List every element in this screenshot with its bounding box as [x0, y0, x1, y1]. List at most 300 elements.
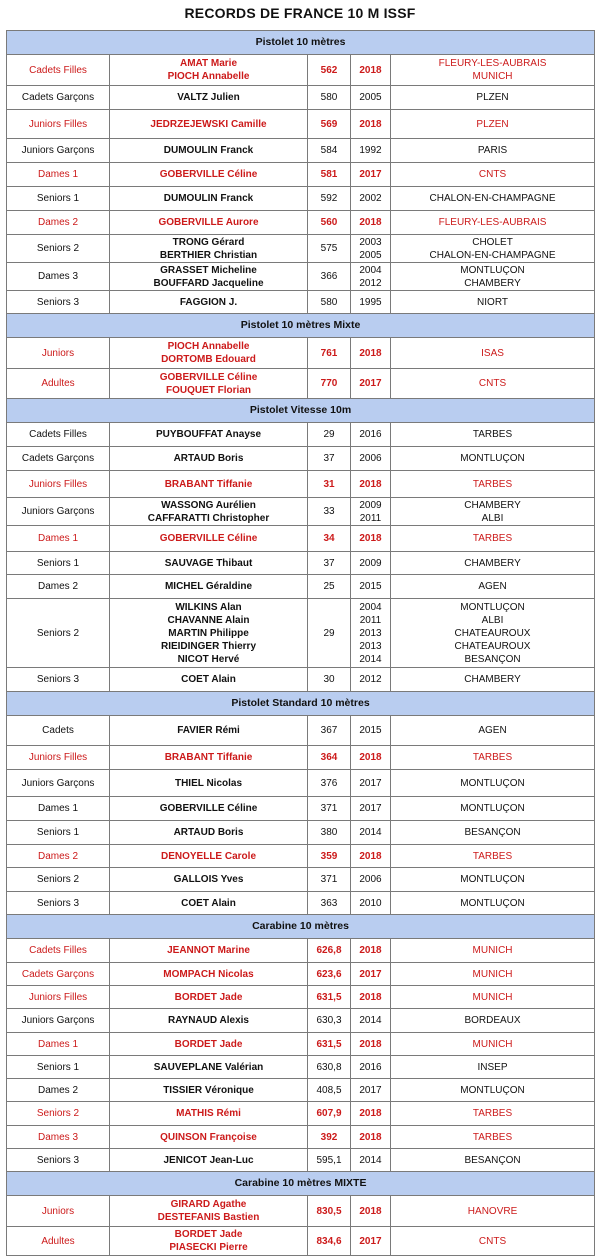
athlete-cell	[110, 1079, 308, 1102]
place-cell	[391, 599, 595, 668]
year-cell	[351, 526, 391, 552]
place-cell	[391, 86, 595, 110]
score-cell: 31	[308, 471, 351, 498]
year-cell-line: 2012	[359, 674, 382, 685]
section-title: Pistolet Standard 10 mètres	[7, 692, 595, 716]
place-cell	[391, 1009, 595, 1033]
place-cell-line: CHAMBERY	[464, 499, 521, 511]
place-cell-line: CHOLET	[472, 236, 513, 248]
athlete-cell	[110, 868, 308, 892]
year-cell	[351, 1033, 391, 1056]
year-cell-line: 2012	[359, 277, 382, 289]
score-cell: 761	[308, 338, 351, 369]
year-cell-line: 2017	[359, 1235, 382, 1247]
category-cell: Juniors Filles	[7, 471, 110, 498]
year-cell-line: 2004	[359, 601, 382, 613]
athlete-cell	[110, 110, 308, 139]
athlete-cell-line: BERTHIER Christian	[159, 249, 258, 261]
table-row	[7, 1196, 595, 1227]
year-cell	[351, 423, 391, 447]
year-cell-line: 2017	[359, 1084, 382, 1096]
athlete-cell-line: GOBERVILLE Aurore	[158, 217, 259, 228]
score-cell: 37	[308, 552, 351, 575]
place-cell	[391, 1196, 595, 1227]
athlete-cell	[110, 552, 308, 575]
athlete-cell-line: WASSONG Aurélien	[161, 499, 256, 511]
category-cell: Dames 1	[7, 797, 110, 821]
score-cell: 562	[308, 55, 351, 86]
year-cell	[351, 55, 391, 86]
place-cell-line: MONTLUÇON	[460, 1084, 525, 1096]
year-cell	[351, 892, 391, 915]
table-row	[7, 369, 595, 399]
year-cell-line: 2018	[359, 478, 382, 490]
place-cell-line: CNTS	[478, 169, 507, 180]
section-header	[7, 915, 595, 939]
athlete-cell	[110, 716, 308, 746]
year-cell	[351, 86, 391, 110]
athlete-cell	[110, 1126, 308, 1149]
year-cell-line: 2017	[359, 803, 382, 814]
athlete-cell-line: DORTOMB Edouard	[161, 354, 256, 365]
score-cell: 834,6	[308, 1227, 351, 1256]
year-cell-line: 2016	[359, 1061, 382, 1073]
year-cell	[351, 1079, 391, 1102]
athlete-cell	[110, 211, 308, 235]
table-row	[7, 471, 595, 498]
score-cell: 830,5	[308, 1196, 351, 1227]
place-cell-line: ISAS	[481, 347, 504, 359]
athlete-cell-line: CAFFARATTI Christopher	[147, 512, 270, 524]
year-cell-line: 2014	[359, 653, 382, 665]
place-cell-line: MONTLUÇON	[460, 453, 525, 464]
athlete-cell	[110, 668, 308, 692]
place-cell-line: CNTS	[478, 1235, 507, 1247]
athlete-cell	[110, 291, 308, 314]
place-cell-line: ALBI	[481, 614, 504, 626]
athlete-cell-line: TISSIER Véronique	[163, 1084, 254, 1096]
athlete-cell-line: TRONG Gérard	[172, 236, 245, 248]
year-cell-line: 2009	[359, 557, 382, 569]
place-cell	[391, 263, 595, 291]
athlete-cell	[110, 821, 308, 845]
score-cell: 34	[308, 526, 351, 552]
place-cell-line: HANOVRE	[467, 1205, 518, 1217]
athlete-cell-line: GOBERVILLE Céline	[159, 371, 258, 383]
category-cell: Cadets	[7, 716, 110, 746]
place-cell	[391, 746, 595, 770]
year-cell-line: 2018	[359, 1131, 382, 1143]
table-row	[7, 526, 595, 552]
year-cell	[351, 1102, 391, 1126]
score-cell: 560	[308, 211, 351, 235]
place-cell-line: MUNICH	[472, 991, 513, 1003]
place-cell	[391, 235, 595, 263]
score-cell: 359	[308, 845, 351, 868]
athlete-cell-line: JEDRZEJEWSKI Camille	[150, 118, 267, 130]
year-cell	[351, 575, 391, 599]
year-cell	[351, 716, 391, 746]
table-row	[7, 868, 595, 892]
year-cell-line: 2010	[359, 897, 382, 909]
place-cell	[391, 110, 595, 139]
page-title: RECORDS DE FRANCE 10 M ISSF	[184, 5, 416, 21]
year-cell-line: 2003	[359, 236, 382, 248]
athlete-cell-line: FOUQUET Florian	[166, 384, 251, 396]
score-cell: 630,8	[308, 1056, 351, 1079]
athlete-cell-line: GIRARD Agathe	[170, 1199, 247, 1210]
athlete-cell-line: QUINSON Françoise	[160, 1131, 257, 1143]
place-cell	[391, 575, 595, 599]
year-cell	[351, 471, 391, 498]
athlete-cell-line: ARTAUD Boris	[173, 453, 244, 464]
year-cell-line: 2014	[359, 827, 382, 838]
year-cell-line: 2018	[359, 1038, 382, 1050]
year-cell	[351, 338, 391, 369]
athlete-cell-line: PIOCH Annabelle	[167, 71, 250, 82]
section-title: Carabine 10 mètres MIXTE	[7, 1172, 595, 1196]
athlete-cell	[110, 1196, 308, 1227]
place-cell-line: PARIS	[477, 145, 508, 156]
place-cell-line: TARBES	[472, 752, 513, 763]
table-row	[7, 892, 595, 915]
year-cell-line: 1992	[359, 145, 382, 156]
score-cell: 29	[308, 599, 351, 668]
score-cell: 363	[308, 892, 351, 915]
section-title: Pistolet 10 mètres Mixte	[7, 314, 595, 338]
score-cell: 371	[308, 797, 351, 821]
table-row	[7, 235, 595, 263]
athlete-cell-line: NICOT Hervé	[177, 653, 240, 665]
score-cell: 376	[308, 770, 351, 797]
athlete-cell-line: DENOYELLE Carole	[160, 850, 257, 862]
score-cell: 392	[308, 1126, 351, 1149]
year-cell	[351, 797, 391, 821]
athlete-cell	[110, 1009, 308, 1033]
athlete-cell	[110, 471, 308, 498]
athlete-cell-line: PIASECKI Pierre	[169, 1242, 248, 1253]
athlete-cell-line: BOUFFARD Jacqueline	[153, 277, 264, 289]
table-row	[7, 498, 595, 526]
table-row	[7, 575, 595, 599]
table-row	[7, 770, 595, 797]
year-cell-line: 2018	[359, 118, 382, 130]
table-row	[7, 110, 595, 139]
table-row	[7, 1033, 595, 1056]
athlete-cell	[110, 770, 308, 797]
year-cell	[351, 1126, 391, 1149]
place-cell-line: MUNICH	[472, 71, 513, 82]
athlete-cell-line: GOBERVILLE Céline	[159, 169, 258, 180]
category-cell: Dames 1	[7, 1033, 110, 1056]
place-cell	[391, 1149, 595, 1172]
category-cell: Juniors Filles	[7, 746, 110, 770]
score-cell: 569	[308, 110, 351, 139]
year-cell	[351, 1149, 391, 1172]
year-cell-line: 2017	[359, 169, 382, 180]
athlete-cell-line: BORDET Jade	[174, 991, 243, 1003]
table-row	[7, 552, 595, 575]
athlete-cell	[110, 986, 308, 1009]
athlete-cell	[110, 187, 308, 211]
table-row	[7, 86, 595, 110]
year-cell-line: 2014	[359, 1154, 382, 1166]
category-cell: Seniors 2	[7, 599, 110, 668]
place-cell-line: TARBES	[472, 533, 513, 544]
score-cell: 33	[308, 498, 351, 526]
athlete-cell-line: GOBERVILLE Céline	[159, 803, 258, 814]
table-row	[7, 1102, 595, 1126]
year-cell	[351, 1009, 391, 1033]
section-header	[7, 1172, 595, 1196]
table-row	[7, 1056, 595, 1079]
category-cell: Dames 2	[7, 211, 110, 235]
year-cell	[351, 845, 391, 868]
athlete-cell-line: JENICOT Jean-Luc	[163, 1154, 254, 1166]
table-row	[7, 746, 595, 770]
place-cell	[391, 1033, 595, 1056]
score-cell: 366	[308, 263, 351, 291]
athlete-cell-line: DUMOULIN Franck	[163, 145, 254, 156]
year-cell-line: 2018	[359, 64, 382, 76]
category-cell: Juniors	[7, 1196, 110, 1227]
year-cell-line: 2018	[359, 752, 382, 763]
place-cell	[391, 187, 595, 211]
place-cell-line: TARBES	[472, 478, 513, 490]
place-cell	[391, 369, 595, 399]
category-cell: Seniors 3	[7, 892, 110, 915]
athlete-cell	[110, 338, 308, 369]
place-cell	[391, 939, 595, 963]
year-cell-line: 2017	[359, 777, 382, 789]
table-row	[7, 447, 595, 471]
year-cell-line: 2015	[359, 725, 382, 736]
place-cell	[391, 163, 595, 187]
athlete-cell-line: PUYBOUFFAT Anayse	[155, 429, 262, 440]
category-cell: Dames 1	[7, 163, 110, 187]
category-cell: Cadets Filles	[7, 939, 110, 963]
year-cell-line: 2017	[359, 968, 382, 980]
year-cell	[351, 868, 391, 892]
year-cell-line: 2011	[359, 512, 382, 524]
place-cell-line: ALBI	[481, 512, 504, 524]
score-cell: 770	[308, 369, 351, 399]
place-cell	[391, 845, 595, 868]
category-cell: Seniors 2	[7, 235, 110, 263]
year-cell-line: 2013	[359, 627, 382, 639]
athlete-cell-line: RAYNAUD Alexis	[168, 1015, 249, 1026]
place-cell-line: MONTLUÇON	[460, 803, 525, 814]
table-row	[7, 845, 595, 868]
athlete-cell-line: GALLOIS Yves	[173, 874, 244, 885]
year-cell-line: 2018	[359, 1205, 382, 1217]
year-cell	[351, 369, 391, 399]
section-header	[7, 31, 595, 55]
place-cell-line: BORDEAUX	[464, 1015, 521, 1026]
score-cell: 364	[308, 746, 351, 770]
athlete-cell	[110, 369, 308, 399]
athlete-cell-line: BRABANT Tiffanie	[164, 478, 253, 490]
place-cell-line: MONTLUÇON	[460, 874, 525, 885]
athlete-cell	[110, 423, 308, 447]
place-cell	[391, 770, 595, 797]
score-cell: 607,9	[308, 1102, 351, 1126]
section-title: Pistolet Vitesse 10m	[7, 399, 595, 423]
year-cell	[351, 963, 391, 986]
place-cell-line: BESANÇON	[464, 827, 521, 838]
table-row	[7, 338, 595, 369]
athlete-cell-line: JEANNOT Marine	[167, 945, 250, 956]
athlete-cell	[110, 575, 308, 599]
year-cell-line: 2006	[359, 874, 382, 885]
category-cell: Seniors 2	[7, 868, 110, 892]
place-cell-line: NIORT	[477, 296, 508, 308]
place-cell	[391, 211, 595, 235]
athlete-cell	[110, 526, 308, 552]
year-cell	[351, 1196, 391, 1227]
category-cell: Seniors 1	[7, 552, 110, 575]
year-cell	[351, 110, 391, 139]
athlete-cell-line: GOBERVILLE Céline	[159, 533, 258, 544]
place-cell-line: MONTLUÇON	[460, 897, 525, 909]
year-cell	[351, 939, 391, 963]
category-cell: Dames 2	[7, 575, 110, 599]
place-cell-line: AGEN	[478, 581, 507, 592]
year-cell-line: 2018	[359, 991, 382, 1003]
score-cell: 30	[308, 668, 351, 692]
year-cell	[351, 552, 391, 575]
athlete-cell-line: AMAT Marie	[179, 58, 238, 69]
year-cell	[351, 263, 391, 291]
year-cell	[351, 211, 391, 235]
place-cell	[391, 716, 595, 746]
athlete-cell-line: CHAVANNE Alain	[167, 614, 250, 626]
athlete-cell	[110, 963, 308, 986]
year-cell-line: 2009	[359, 499, 382, 511]
place-cell-line: CHAMBERY	[464, 674, 521, 685]
place-cell-line: MUNICH	[472, 945, 513, 956]
athlete-cell	[110, 163, 308, 187]
athlete-cell	[110, 55, 308, 86]
section-header	[7, 399, 595, 423]
athlete-cell	[110, 447, 308, 471]
place-cell	[391, 1126, 595, 1149]
year-cell-line: 2004	[359, 264, 382, 276]
category-cell: Seniors 3	[7, 668, 110, 692]
table-row	[7, 55, 595, 86]
athlete-cell	[110, 139, 308, 163]
athlete-cell-line: FAGGION J.	[179, 296, 238, 308]
place-cell-line: CHALON-EN-CHAMPAGNE	[429, 249, 556, 261]
place-cell	[391, 338, 595, 369]
table-row	[7, 939, 595, 963]
score-cell: 631,5	[308, 1033, 351, 1056]
place-cell	[391, 423, 595, 447]
place-cell	[391, 498, 595, 526]
table-row	[7, 797, 595, 821]
table-row	[7, 1149, 595, 1172]
athlete-cell	[110, 1227, 308, 1256]
category-cell: Dames 3	[7, 1126, 110, 1149]
athlete-cell-line: PIOCH Annabelle	[167, 341, 250, 352]
score-cell: 367	[308, 716, 351, 746]
year-cell	[351, 986, 391, 1009]
athlete-cell	[110, 939, 308, 963]
records-table	[6, 30, 595, 1256]
year-cell-line: 2018	[359, 850, 382, 862]
athlete-cell	[110, 1056, 308, 1079]
place-cell	[391, 55, 595, 86]
athlete-cell-line: MARTIN Philippe	[168, 627, 249, 639]
place-cell-line: INSEP	[477, 1061, 508, 1073]
category-cell: Seniors 2	[7, 1102, 110, 1126]
table-row	[7, 821, 595, 845]
category-cell: Adultes	[7, 1227, 110, 1256]
table-row	[7, 139, 595, 163]
athlete-cell-line: THIEL Nicolas	[174, 777, 243, 789]
score-cell: 580	[308, 86, 351, 110]
year-cell	[351, 163, 391, 187]
table-row	[7, 1227, 595, 1256]
year-cell-line: 2005	[359, 92, 382, 103]
athlete-cell	[110, 797, 308, 821]
score-cell: 37	[308, 447, 351, 471]
score-cell: 580	[308, 291, 351, 314]
year-cell	[351, 235, 391, 263]
place-cell	[391, 963, 595, 986]
athlete-cell-line: SAUVAGE Thibaut	[164, 557, 253, 569]
year-cell	[351, 139, 391, 163]
category-cell: Seniors 3	[7, 291, 110, 314]
place-cell	[391, 1227, 595, 1256]
score-cell: 592	[308, 187, 351, 211]
category-cell: Dames 2	[7, 845, 110, 868]
athlete-cell-line: FAVIER Rémi	[177, 725, 240, 736]
place-cell-line: CNTS	[478, 378, 507, 389]
score-cell: 25	[308, 575, 351, 599]
place-cell	[391, 139, 595, 163]
table-row	[7, 211, 595, 235]
category-cell: Juniors Garçons	[7, 498, 110, 526]
athlete-cell-line: MATHIS Rémi	[176, 1108, 241, 1119]
athlete-cell	[110, 1149, 308, 1172]
category-cell: Juniors	[7, 338, 110, 369]
athlete-cell-line: BRABANT Tiffanie	[164, 752, 253, 763]
score-cell: 380	[308, 821, 351, 845]
score-cell: 631,5	[308, 986, 351, 1009]
athlete-cell-line: SAUVEPLANE Valérian	[153, 1061, 264, 1073]
place-cell-line: CHALON-EN-CHAMPAGNE	[429, 193, 556, 204]
athlete-cell	[110, 1033, 308, 1056]
place-cell-line: FLEURY-LES-AUBRAIS	[438, 217, 547, 228]
category-cell: Cadets Garçons	[7, 86, 110, 110]
place-cell	[391, 821, 595, 845]
table-row	[7, 263, 595, 291]
place-cell	[391, 1079, 595, 1102]
place-cell-line: FLEURY-LES-AUBRAIS	[438, 58, 547, 69]
score-cell: 581	[308, 163, 351, 187]
category-cell: Cadets Garçons	[7, 447, 110, 471]
place-cell-line: TARBES	[472, 1108, 513, 1119]
category-cell: Cadets Filles	[7, 55, 110, 86]
place-cell-line: CHATEAUROUX	[454, 640, 531, 652]
place-cell-line: MUNICH	[472, 968, 513, 980]
athlete-cell	[110, 845, 308, 868]
athlete-cell-line: DUMOULIN Franck	[163, 193, 254, 204]
category-cell: Juniors Garçons	[7, 139, 110, 163]
year-cell-line: 2006	[359, 453, 382, 464]
place-cell	[391, 1056, 595, 1079]
